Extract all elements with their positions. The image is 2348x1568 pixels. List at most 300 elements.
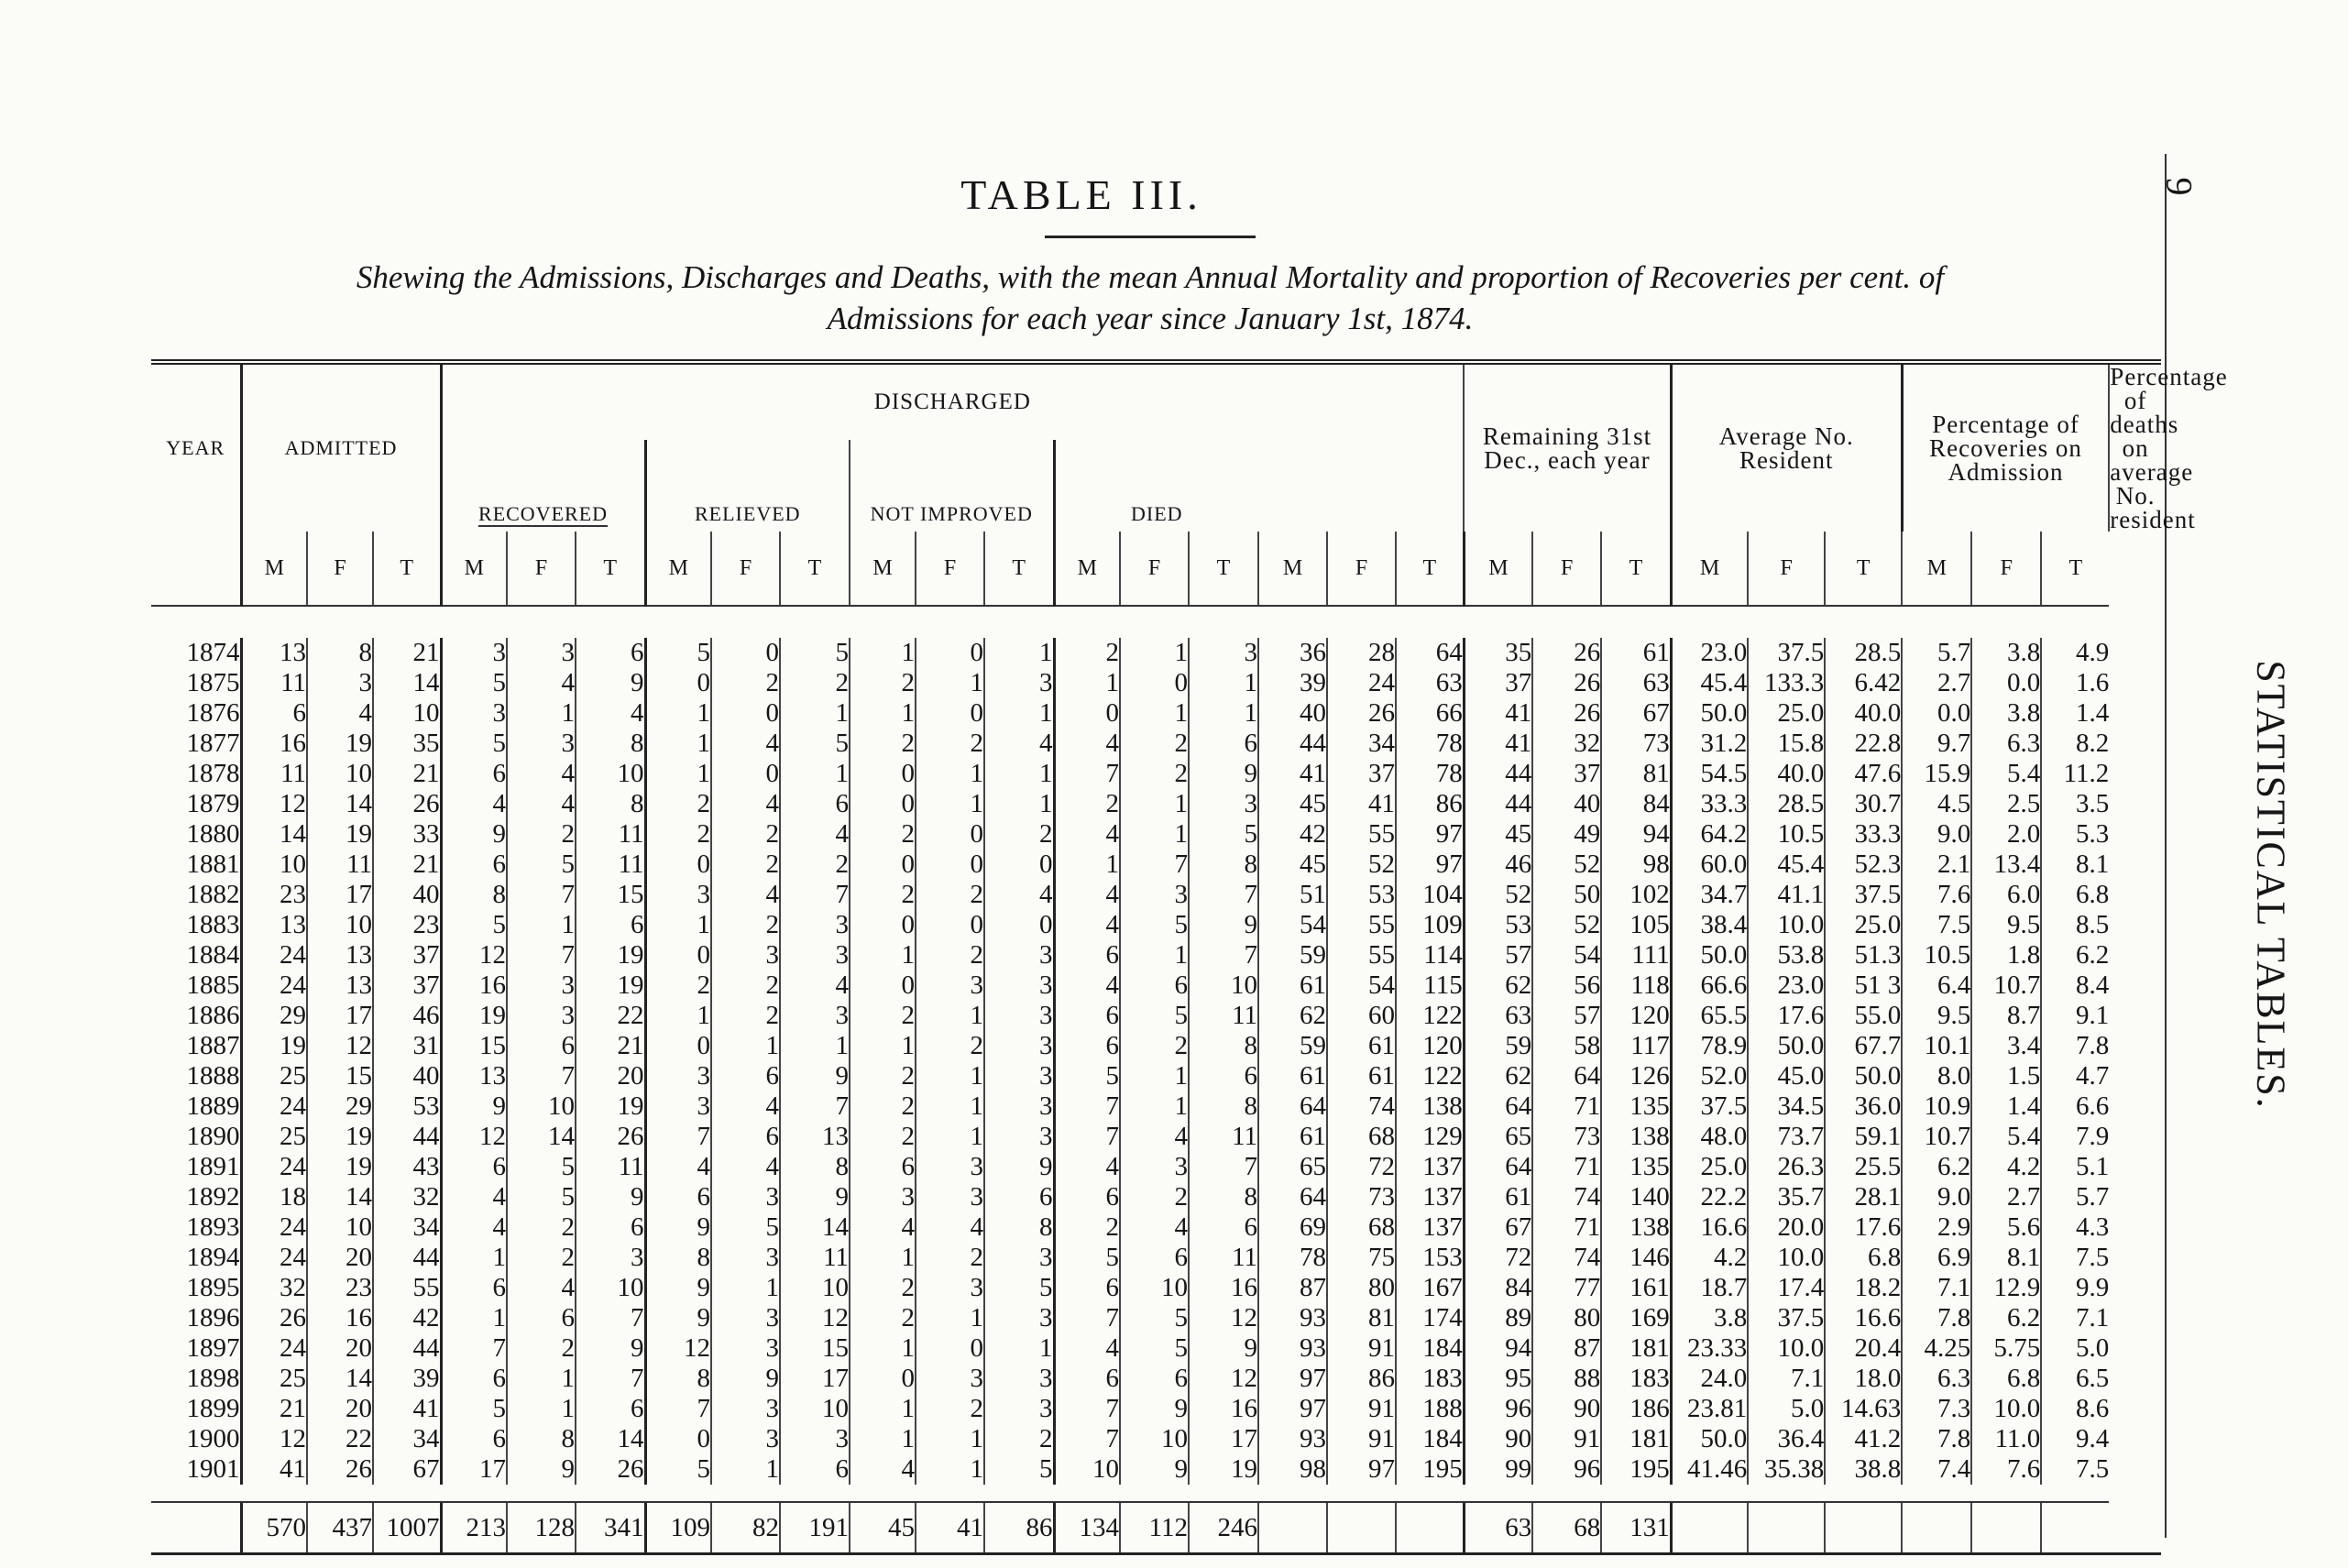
value-cell: 19 xyxy=(307,1122,373,1152)
value-cell: 25.5 xyxy=(1825,1152,1902,1182)
value-cell: 9 xyxy=(780,1061,850,1091)
value-cell: 39 xyxy=(373,1364,441,1394)
value-cell: 73 xyxy=(1601,729,1671,759)
value-cell: 6 xyxy=(711,1122,780,1152)
year-cell: 1895 xyxy=(186,1273,240,1302)
value-cell: 1 xyxy=(916,1122,984,1152)
value-cell: 4 xyxy=(711,1152,780,1182)
year-cell: 1879 xyxy=(186,789,240,818)
value-cell: 3 xyxy=(711,1243,780,1273)
value-cell: 72 xyxy=(1327,1152,1396,1182)
value-cell: 50.0 xyxy=(1748,1031,1825,1061)
value-cell: 11 xyxy=(1189,1243,1258,1273)
value-cell: 99 xyxy=(1464,1454,1532,1485)
value-cell: 4 xyxy=(1054,970,1120,1001)
value-cell: 38.8 xyxy=(1825,1454,1902,1485)
value-cell: 8 xyxy=(1189,1031,1258,1061)
value-cell: 91 xyxy=(1327,1394,1396,1424)
value-cell: 12 xyxy=(1189,1364,1258,1394)
value-cell: 4 xyxy=(1054,910,1120,940)
value-cell: 11 xyxy=(780,1243,850,1273)
header-admitted: ADMITTED xyxy=(241,362,441,532)
value-cell: 33 xyxy=(373,819,441,850)
value-cell: 138 xyxy=(1396,1091,1464,1122)
value-cell: 54 xyxy=(1258,910,1327,940)
value-cell: 0 xyxy=(645,850,711,880)
value-cell: 77 xyxy=(1532,1273,1601,1303)
value-cell: 13.4 xyxy=(1971,850,2041,880)
value-cell: 34.5 xyxy=(1748,1091,1825,1122)
value-cell: 4 xyxy=(507,759,576,789)
value-cell: 86 xyxy=(1396,789,1464,819)
value-cell: 0 xyxy=(850,910,916,940)
value-cell: 17 xyxy=(780,1364,850,1394)
value-cell: 34.7 xyxy=(1671,880,1748,910)
header-recovered: RECOVERED xyxy=(441,440,645,532)
value-cell: 0 xyxy=(850,970,916,1001)
value-cell: 9.0 xyxy=(1902,819,1971,850)
value-cell: 57 xyxy=(1532,1001,1601,1031)
value-cell: 6 xyxy=(576,1394,645,1424)
value-cell: 4 xyxy=(850,1454,916,1485)
value-cell: 5 xyxy=(984,1273,1054,1303)
value-cell: 63 xyxy=(1464,1001,1532,1031)
value-cell: 11 xyxy=(1189,1001,1258,1031)
value-cell: 8.4 xyxy=(2041,970,2109,1001)
value-cell: 37.5 xyxy=(1748,638,1825,668)
value-cell: 3 xyxy=(850,1182,916,1212)
value-cell: 41 xyxy=(1464,698,1532,729)
value-cell: 1 xyxy=(916,1001,984,1031)
table-row xyxy=(151,789,2161,819)
value-cell: 55 xyxy=(1327,819,1396,850)
total-cell: 134 xyxy=(1054,1503,1120,1554)
value-cell: 0 xyxy=(850,850,916,880)
value-cell: 7 xyxy=(1189,1152,1258,1182)
value-cell: 22 xyxy=(576,1001,645,1031)
value-cell: 6.2 xyxy=(1971,1303,2041,1333)
value-cell: 64 xyxy=(1532,1061,1601,1091)
value-cell: 9 xyxy=(984,1152,1054,1182)
value-cell: 59 xyxy=(1464,1031,1532,1061)
value-cell: 2 xyxy=(645,819,711,850)
value-cell: 41.46 xyxy=(1671,1454,1748,1485)
value-cell: 4 xyxy=(441,789,507,819)
value-cell: 9 xyxy=(576,1182,645,1212)
value-cell: 4 xyxy=(984,729,1054,759)
value-cell: 16.6 xyxy=(1825,1303,1902,1333)
value-cell: 3.8 xyxy=(1671,1303,1748,1333)
value-cell: 1 xyxy=(780,698,850,729)
value-cell: 11 xyxy=(576,1152,645,1182)
value-cell: 10.1 xyxy=(1902,1031,1971,1061)
value-cell: 73 xyxy=(1532,1122,1601,1152)
value-cell: 2 xyxy=(711,668,780,698)
value-cell: 59.1 xyxy=(1825,1122,1902,1152)
value-cell: 10.5 xyxy=(1748,819,1825,850)
value-cell: 1 xyxy=(916,668,984,698)
value-cell: 52 xyxy=(1464,880,1532,910)
value-cell: 36.0 xyxy=(1825,1091,1902,1122)
value-cell: 2 xyxy=(916,729,984,759)
value-cell: 0 xyxy=(645,668,711,698)
total-cell: 82 xyxy=(711,1503,780,1554)
value-cell: 105 xyxy=(1601,910,1671,940)
value-cell: 13 xyxy=(780,1122,850,1152)
value-cell: 16 xyxy=(307,1303,373,1333)
value-cell: 10 xyxy=(307,759,373,789)
value-cell: 55.0 xyxy=(1825,1001,1902,1031)
value-cell: 21 xyxy=(373,759,441,789)
value-cell: 90 xyxy=(1532,1394,1601,1424)
value-cell: 6.42 xyxy=(1825,668,1902,698)
value-cell: 2 xyxy=(850,1122,916,1152)
value-cell: 3 xyxy=(984,940,1054,970)
value-cell: 98 xyxy=(1601,850,1671,880)
table-row xyxy=(151,1243,2161,1273)
value-cell: 13 xyxy=(307,970,373,1001)
value-cell: 0 xyxy=(916,819,984,850)
value-cell: 44 xyxy=(373,1243,441,1273)
value-cell: 37.5 xyxy=(1671,1091,1748,1122)
header-discharged: DISCHARGED xyxy=(441,362,1464,440)
value-cell: 3 xyxy=(1189,789,1258,819)
value-cell: 184 xyxy=(1396,1333,1464,1364)
value-cell: 133.3 xyxy=(1748,668,1825,698)
value-cell: 44 xyxy=(1464,759,1532,789)
value-cell: 2.5 xyxy=(1971,789,2041,819)
value-cell: 8 xyxy=(576,789,645,819)
value-cell: 69 xyxy=(1258,1212,1327,1243)
value-cell: 1 xyxy=(850,1031,916,1061)
total-cell: 341 xyxy=(576,1503,645,1554)
total-cell xyxy=(1748,1503,1825,1554)
value-cell: 10 xyxy=(373,698,441,729)
value-cell: 46 xyxy=(373,1001,441,1031)
value-cell: 1 xyxy=(507,1394,576,1424)
value-cell: 3.4 xyxy=(1971,1031,2041,1061)
value-cell: 12.9 xyxy=(1971,1273,2041,1303)
value-cell: 26 xyxy=(576,1454,645,1485)
value-cell: 15 xyxy=(307,1061,373,1091)
value-cell: 8 xyxy=(1189,1182,1258,1212)
value-cell: 4 xyxy=(711,789,780,819)
value-cell: 5.7 xyxy=(1902,638,1971,668)
value-cell: 7 xyxy=(1120,850,1189,880)
value-cell: 3 xyxy=(984,1031,1054,1061)
value-cell: 195 xyxy=(1396,1454,1464,1485)
value-cell: 61 xyxy=(1258,1122,1327,1152)
value-cell: 2 xyxy=(711,850,780,880)
value-cell: 5 xyxy=(780,638,850,668)
value-cell: 6 xyxy=(576,1212,645,1243)
value-cell: 1 xyxy=(645,910,711,940)
value-cell: 88 xyxy=(1532,1364,1601,1394)
value-cell: 28.5 xyxy=(1825,638,1902,668)
value-cell: 0 xyxy=(984,850,1054,880)
value-cell: 1 xyxy=(916,1454,984,1485)
value-cell: 1 xyxy=(711,1031,780,1061)
value-cell: 117 xyxy=(1601,1031,1671,1061)
value-cell: 61 xyxy=(1327,1061,1396,1091)
header-pct-deaths: Percentage of deaths on average No. resident xyxy=(2110,363,2228,533)
value-cell: 1 xyxy=(850,638,916,668)
value-cell: 6 xyxy=(1054,1273,1120,1303)
value-cell: 1 xyxy=(1120,1091,1189,1122)
value-cell: 45.4 xyxy=(1748,850,1825,880)
value-cell: 54 xyxy=(1327,970,1396,1001)
value-cell: 3 xyxy=(507,970,576,1001)
value-cell: 4 xyxy=(576,698,645,729)
value-cell: 18.2 xyxy=(1825,1273,1902,1303)
total-cell xyxy=(1971,1503,2041,1554)
value-cell: 17 xyxy=(441,1454,507,1485)
value-cell: 3 xyxy=(711,1333,780,1364)
value-cell: 9 xyxy=(576,1333,645,1364)
value-cell: 2 xyxy=(850,729,916,759)
value-cell: 1 xyxy=(645,698,711,729)
value-cell: 94 xyxy=(1464,1333,1532,1364)
value-cell: 9.4 xyxy=(2041,1424,2109,1454)
value-cell: 2 xyxy=(780,668,850,698)
value-cell: 26 xyxy=(1532,638,1601,668)
value-cell: 19 xyxy=(576,970,645,1001)
value-cell: 6 xyxy=(441,1273,507,1303)
value-cell: 6 xyxy=(780,1454,850,1485)
value-cell: 1 xyxy=(850,1394,916,1424)
table-row xyxy=(151,668,2161,698)
year-cell: 1893 xyxy=(186,1212,240,1242)
value-cell: 8 xyxy=(307,638,373,668)
value-cell: 14 xyxy=(780,1212,850,1243)
value-cell: 43 xyxy=(373,1152,441,1182)
header-died: DIED xyxy=(1054,440,1258,532)
value-cell: 1.4 xyxy=(1971,1091,2041,1122)
year-cell: 1888 xyxy=(186,1061,240,1091)
value-cell: 104 xyxy=(1396,880,1464,910)
value-cell: 14 xyxy=(373,668,441,698)
value-cell: 137 xyxy=(1396,1212,1464,1243)
value-cell: 37 xyxy=(373,970,441,1001)
value-cell: 5 xyxy=(984,1454,1054,1485)
value-cell: 0 xyxy=(1120,668,1189,698)
value-cell: 57 xyxy=(1464,940,1532,970)
value-cell: 5 xyxy=(1120,1333,1189,1364)
total-cell xyxy=(1671,1503,1748,1554)
value-cell: 7.8 xyxy=(1902,1424,1971,1454)
value-cell: 3 xyxy=(507,1001,576,1031)
value-cell: 0 xyxy=(1054,698,1120,729)
table-row xyxy=(151,1212,2161,1243)
total-cell: 213 xyxy=(441,1503,507,1554)
value-cell: 23 xyxy=(373,910,441,940)
value-cell: 21 xyxy=(373,850,441,880)
header-year: YEAR xyxy=(166,436,225,459)
value-cell: 10.9 xyxy=(1902,1091,1971,1122)
value-cell: 174 xyxy=(1396,1303,1464,1333)
value-cell: 11 xyxy=(576,819,645,850)
year-cell: 1885 xyxy=(186,970,240,1000)
value-cell: 65 xyxy=(1258,1152,1327,1182)
total-cell: 1007 xyxy=(373,1503,441,1554)
value-cell: 26 xyxy=(1327,698,1396,729)
value-cell: 16.6 xyxy=(1671,1212,1748,1243)
value-cell: 3 xyxy=(916,1273,984,1303)
value-cell: 19 xyxy=(241,1031,307,1061)
value-cell: 0 xyxy=(645,1424,711,1454)
value-cell: 53.8 xyxy=(1748,940,1825,970)
value-cell: 42 xyxy=(1258,819,1327,850)
value-cell: 111 xyxy=(1601,940,1671,970)
value-cell: 2 xyxy=(850,668,916,698)
value-cell: 8 xyxy=(441,880,507,910)
value-cell: 40.0 xyxy=(1825,698,1902,729)
value-cell: 1.4 xyxy=(2041,698,2109,729)
value-cell: 3 xyxy=(984,1303,1054,1333)
value-cell: 181 xyxy=(1601,1333,1671,1364)
value-cell: 0 xyxy=(916,850,984,880)
value-cell: 23.81 xyxy=(1671,1394,1748,1424)
value-cell: 9 xyxy=(1120,1454,1189,1485)
total-cell: 112 xyxy=(1120,1503,1189,1554)
value-cell: 53 xyxy=(1464,910,1532,940)
value-cell: 5 xyxy=(1120,1001,1189,1031)
value-cell: 1 xyxy=(1054,850,1120,880)
value-cell: 55 xyxy=(373,1273,441,1303)
value-cell: 24 xyxy=(241,1091,307,1122)
value-cell: 6 xyxy=(441,1364,507,1394)
value-cell: 52.3 xyxy=(1825,850,1902,880)
value-cell: 37 xyxy=(1464,668,1532,698)
value-cell: 14 xyxy=(307,1182,373,1212)
value-cell: 35 xyxy=(373,729,441,759)
value-cell: 5.0 xyxy=(2041,1333,2109,1364)
value-cell: 2.1 xyxy=(1902,850,1971,880)
value-cell: 2.7 xyxy=(1971,1182,2041,1212)
value-cell: 4.2 xyxy=(1971,1152,2041,1182)
value-cell: 1 xyxy=(850,1243,916,1273)
value-cell: 4.9 xyxy=(2041,638,2109,668)
value-cell: 21 xyxy=(576,1031,645,1061)
value-cell: 5.0 xyxy=(1748,1394,1825,1424)
value-cell: 8.1 xyxy=(1971,1243,2041,1273)
value-cell: 34 xyxy=(1327,729,1396,759)
value-cell: 14 xyxy=(507,1122,576,1152)
year-cell: 1896 xyxy=(186,1303,240,1332)
value-cell: 3 xyxy=(780,910,850,940)
value-cell: 50.0 xyxy=(1671,698,1748,729)
value-cell: 87 xyxy=(1532,1333,1601,1364)
value-cell: 1 xyxy=(1189,698,1258,729)
value-cell: 10.0 xyxy=(1748,910,1825,940)
value-cell: 60.0 xyxy=(1671,850,1748,880)
value-cell: 64 xyxy=(1258,1091,1327,1122)
value-cell: 3 xyxy=(780,940,850,970)
value-cell: 7 xyxy=(507,1061,576,1091)
value-cell: 64 xyxy=(1258,1182,1327,1212)
value-cell: 35 xyxy=(1464,638,1532,668)
total-cell xyxy=(1825,1503,1902,1554)
value-cell: 2 xyxy=(916,1394,984,1424)
value-cell: 2 xyxy=(711,910,780,940)
value-cell: 44 xyxy=(1258,729,1327,759)
year-cell: 1901 xyxy=(186,1454,240,1484)
value-cell: 6 xyxy=(1189,1061,1258,1091)
value-cell: 1 xyxy=(916,759,984,789)
value-cell: 78 xyxy=(1396,759,1464,789)
value-cell: 7.5 xyxy=(1902,910,1971,940)
table-row xyxy=(151,1091,2161,1122)
value-cell: 5 xyxy=(507,1182,576,1212)
table-row xyxy=(151,1061,2161,1091)
value-cell: 6.8 xyxy=(2041,880,2109,910)
value-cell: 3 xyxy=(441,638,507,668)
value-cell: 60 xyxy=(1327,1001,1396,1031)
value-cell: 21 xyxy=(241,1394,307,1424)
value-cell: 37 xyxy=(373,940,441,970)
value-cell: 94 xyxy=(1601,819,1671,850)
value-cell: 64 xyxy=(1396,638,1464,668)
page-number: 9 xyxy=(2158,177,2200,196)
value-cell: 2 xyxy=(507,1212,576,1243)
value-cell: 37.5 xyxy=(1748,1303,1825,1333)
value-cell: 2 xyxy=(984,819,1054,850)
value-cell: 4 xyxy=(507,789,576,819)
value-cell: 95 xyxy=(1464,1364,1532,1394)
year-cell: 1898 xyxy=(186,1364,240,1393)
value-cell: 32 xyxy=(373,1182,441,1212)
value-cell: 6 xyxy=(1054,1031,1120,1061)
year-cell: 1891 xyxy=(186,1152,240,1181)
value-cell: 120 xyxy=(1396,1031,1464,1061)
value-cell: 11 xyxy=(576,850,645,880)
value-cell: 37 xyxy=(1327,759,1396,789)
value-cell: 40 xyxy=(1258,698,1327,729)
table-row xyxy=(151,698,2161,729)
value-cell: 29 xyxy=(307,1091,373,1122)
value-cell: 0 xyxy=(850,759,916,789)
value-cell: 12 xyxy=(441,1122,507,1152)
value-cell: 12 xyxy=(1189,1303,1258,1333)
value-cell: 13 xyxy=(441,1061,507,1091)
value-cell: 84 xyxy=(1464,1273,1532,1303)
value-cell: 41 xyxy=(373,1394,441,1424)
value-cell: 97 xyxy=(1258,1394,1327,1424)
value-cell: 5 xyxy=(1120,1303,1189,1333)
value-cell: 3 xyxy=(984,1394,1054,1424)
value-cell: 19 xyxy=(307,729,373,759)
value-cell: 6.0 xyxy=(1971,880,2041,910)
value-cell: 52 xyxy=(1532,910,1601,940)
value-cell: 26 xyxy=(576,1122,645,1152)
value-cell: 0 xyxy=(645,1031,711,1061)
value-cell: 90 xyxy=(1464,1424,1532,1454)
value-cell: 2.9 xyxy=(1902,1212,1971,1243)
table-row xyxy=(151,940,2161,970)
value-cell: 6 xyxy=(441,1152,507,1182)
value-cell: 3 xyxy=(441,698,507,729)
value-cell: 37.5 xyxy=(1825,880,1902,910)
value-cell: 11 xyxy=(241,759,307,789)
value-cell: 2 xyxy=(850,880,916,910)
side-running-title: STATISTICAL TABLES. xyxy=(2248,660,2294,1110)
total-cell: 128 xyxy=(507,1503,576,1554)
value-cell: 8.1 xyxy=(2041,850,2109,880)
value-cell: 93 xyxy=(1258,1424,1327,1454)
value-cell: 7 xyxy=(1189,940,1258,970)
value-cell: 9.9 xyxy=(2041,1273,2109,1303)
value-cell: 32 xyxy=(241,1273,307,1303)
